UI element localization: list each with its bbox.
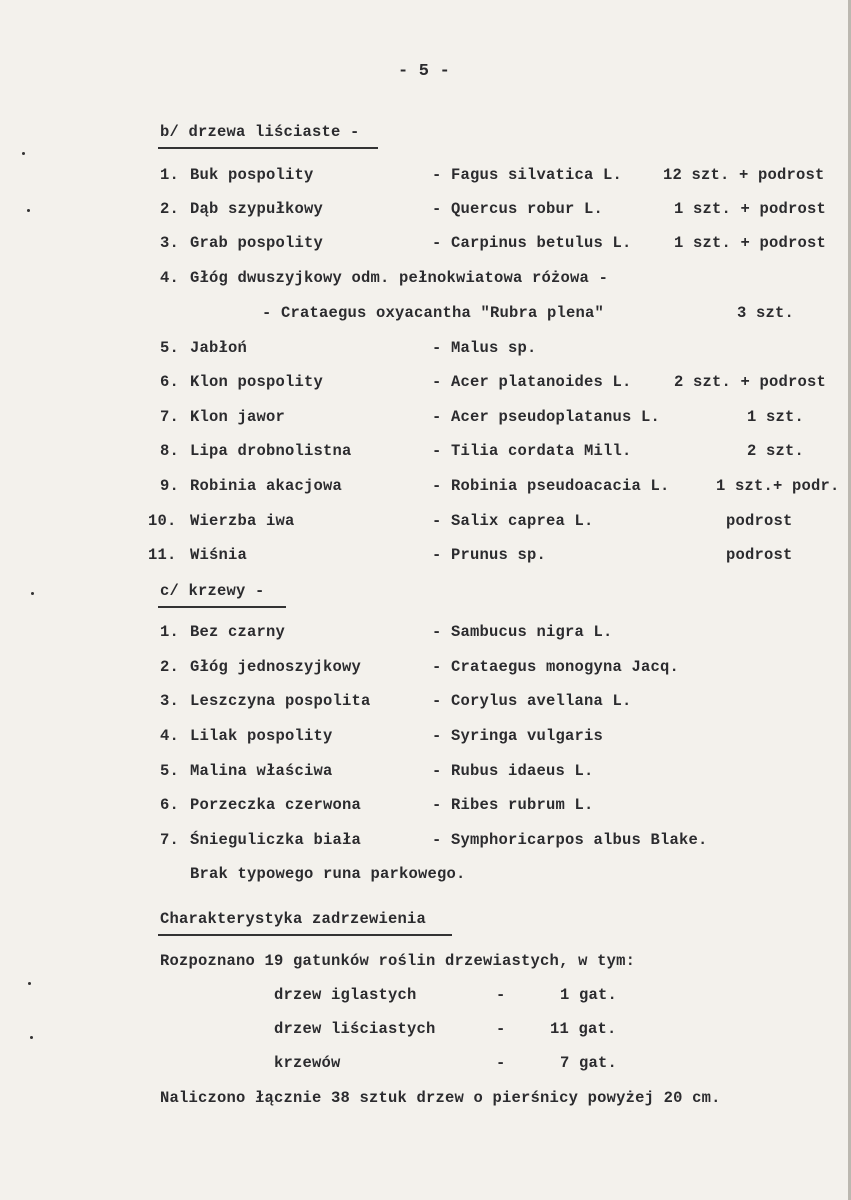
margin-mark [30,1036,33,1039]
item-count: 1 szt. [747,408,805,426]
item-latin: - Acer pseudoplatanus L. [432,408,661,426]
item-latin: - Symphoricarpos albus Blake. [432,831,708,849]
count-dash: - [496,1054,506,1072]
item-name: Robinia akacjowa [190,477,343,495]
item-number: 1. [160,166,180,184]
item-number: 2. [160,658,180,676]
item-name: Porzeczka czerwona [190,796,362,814]
item-latin: - Acer platanoides L. [432,373,632,391]
item-number: 1. [160,623,180,641]
item-latin: - Corylus avellana L. [432,692,632,710]
item-latin: - Rubus idaeus L. [432,762,594,780]
item-number: 3. [160,234,180,252]
item-number: 11. [148,546,177,564]
item-name: Grab pospolity [190,234,324,252]
item-latin: - Robinia pseudoacacia L. [432,477,670,495]
margin-mark [22,152,25,155]
item-latin: - Crataegus monogyna Jacq. [432,658,680,676]
item-number: 5. [160,762,180,780]
item-number: 3. [160,692,180,710]
item-count: 2 szt. + podrost [674,373,827,391]
item-number: 2. [160,200,180,218]
item-name: Klon pospolity [190,373,324,391]
no-park-undergrowth-note: Brak typowego runa parkowego. [190,865,466,883]
item-latin: - Syringa vulgaris [432,727,604,745]
count-label: drzew iglastych [274,986,417,1004]
item-number: 8. [160,442,180,460]
item-count: podrost [726,512,793,530]
item-name: - Crataegus oxyacantha "Rubra plena" [262,304,605,322]
item-latin: - Quercus robur L. [432,200,604,218]
item-count: 12 szt. + podrost [663,166,825,184]
count-label: drzew liściastych [274,1020,436,1038]
count-value: 7 gat. [560,1054,618,1072]
count-dash: - [496,1020,506,1038]
section-b-heading: b/ drzewa liściaste - [160,123,360,141]
item-number: 9. [160,477,180,495]
section-b-underline [158,147,378,149]
item-number: 7. [160,831,180,849]
item-latin: - Carpinus betulus L. [432,234,632,252]
item-number: 7. [160,408,180,426]
item-name: Malina właściwa [190,762,333,780]
margin-mark [27,209,30,212]
item-name: Jabłoń [190,339,248,357]
item-count: 2 szt. [747,442,805,460]
characteristics-heading: Charakterystyka zadrzewienia [160,910,427,928]
item-name: Klon jawor [190,408,286,426]
item-latin: - Sambucus nigra L. [432,623,613,641]
item-count: 1 szt. + podrost [674,200,827,218]
count-value: 11 gat. [550,1020,617,1038]
item-name: Buk pospolity [190,166,314,184]
page-number: - 5 - [398,62,451,81]
item-count: 1 szt.+ podr. [716,477,840,495]
count-value: 1 gat. [560,986,618,1004]
trees-summary: Naliczono łącznie 38 sztuk drzew o pierśnicy powyżej 20 cm. [160,1089,721,1107]
item-name: Lilak pospolity [190,727,333,745]
margin-mark [28,982,31,985]
item-count: 1 szt. + podrost [674,234,827,252]
item-latin: - Tilia cordata Mill. [432,442,632,460]
item-number: 4. [160,727,180,745]
item-name: Śnieguliczka biała [190,831,362,849]
item-name: Dąb szypułkowy [190,200,324,218]
item-name: Głóg dwuszyjkowy odm. pełnokwiatowa różowa - [190,269,609,287]
item-name: Bez czarny [190,623,286,641]
item-latin: - Ribes rubrum L. [432,796,594,814]
item-number: 4. [160,269,180,287]
count-label: krzewów [274,1054,341,1072]
characteristics-underline [158,934,452,936]
item-name: Leszczyna pospolita [190,692,371,710]
characteristics-intro: Rozpoznano 19 gatunków roślin drzewiastych, w tym: [160,952,636,970]
section-c-underline [158,606,286,608]
item-latin: - Malus sp. [432,339,537,357]
item-name: Głóg jednoszyjkowy [190,658,362,676]
item-number: 5. [160,339,180,357]
section-c-heading: c/ krzewy - [160,582,265,600]
item-count: 3 szt. [737,304,795,322]
margin-mark [31,592,34,595]
item-latin: - Prunus sp. [432,546,547,564]
item-number: 10. [148,512,177,530]
item-name: Wierzba iwa [190,512,295,530]
item-latin: - Fagus silvatica L. [432,166,623,184]
item-latin: - Salix caprea L. [432,512,594,530]
item-number: 6. [160,796,180,814]
count-dash: - [496,986,506,1004]
item-name: Wiśnia [190,546,248,564]
item-number: 6. [160,373,180,391]
item-count: podrost [726,546,793,564]
item-name: Lipa drobnolistna [190,442,352,460]
